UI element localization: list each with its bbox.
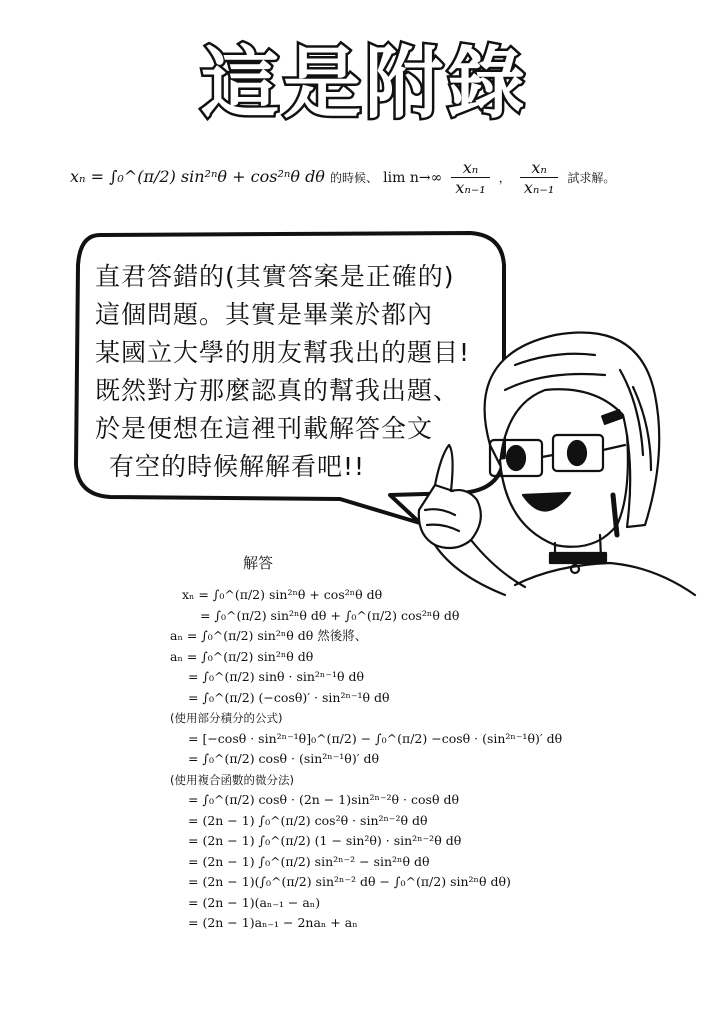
fraction-2 (520, 158, 558, 197)
fraction-1-numerator: xₙ (451, 158, 489, 178)
title-text: 這是附錄 (200, 39, 530, 129)
solution-line: = ∫₀^(π/2) sin²ⁿθ dθ + ∫₀^(π/2) cos²ⁿθ dθ (200, 607, 460, 623)
solution-line: aₙ = ∫₀^(π/2) sin²ⁿθ dθ 然後將、 (170, 628, 368, 643)
solution-line: = (2n − 1) ∫₀^(π/2) cos²θ · sin²ⁿ⁻²θ dθ (188, 812, 428, 828)
problem-statement (70, 158, 615, 197)
solution-line: = (2n − 1) ∫₀^(π/2) (1 − sin²θ) · sin²ⁿ⁻²θ dθ (188, 833, 462, 848)
bubble-line: 這個問題。其實是畢業於都內 (95, 300, 434, 329)
solution-line: = ∫₀^(π/2) (−cosθ)′ · sin²ⁿ⁻¹θ dθ (188, 689, 390, 705)
answer-heading: 解答 (243, 554, 274, 572)
solution-line: = (2n − 1)aₙ₋₁ − 2naₙ + aₙ (188, 915, 358, 930)
solution-line: = ∫₀^(π/2) cosθ · (2n − 1)sin²ⁿ⁻²θ · cosθ dθ (188, 792, 459, 807)
solution-line: aₙ = ∫₀^(π/2) sin²ⁿθ dθ (170, 648, 314, 664)
solution-line: = (2n − 1)(∫₀^(π/2) sin²ⁿ⁻² dθ − ∫₀^(π/2) sin²ⁿθ dθ) (188, 874, 511, 889)
solution-line: = [−cosθ · sin²ⁿ⁻¹θ]₀^(π/2) − ∫₀^(π/2) −cosθ · (sin²ⁿ⁻¹θ)′ dθ (188, 730, 563, 746)
problem-lhs: xₙ = ∫₀^(π/2) sin²ⁿθ + cos²ⁿθ dθ (70, 167, 325, 186)
bubble-line: 既然對方那麼認真的幫我出題、 (95, 376, 460, 405)
bubble-line: 直君答錯的(其實答案是正確的) (95, 262, 455, 291)
solution-line: = ∫₀^(π/2) sinθ · sin²ⁿ⁻¹θ dθ (188, 669, 364, 684)
fraction-2-numerator: xₙ (520, 158, 558, 178)
problem-lim: lim n→∞ (383, 170, 443, 186)
fraction-1-denominator: xₙ₋₁ (455, 178, 486, 197)
character-illustration (395, 295, 715, 600)
bubble-line: 某國立大學的朋友幫我出的題目! (95, 338, 471, 367)
problem-end-text: 試求解。 (567, 171, 616, 185)
bubble-line: 有空的時候解解看吧!! (109, 452, 366, 481)
solution-line: = (2n − 1)(aₙ₋₁ − aₙ) (188, 894, 321, 910)
solution-line: xₙ = ∫₀^(π/2) sin²ⁿθ + cos²ⁿθ dθ (182, 587, 383, 602)
solution-note: (使用部分積分的公式) (170, 711, 283, 725)
solution-line: = (2n − 1) ∫₀^(π/2) sin²ⁿ⁻² − sin²ⁿθ dθ (188, 853, 430, 869)
page-title (185, 32, 545, 132)
bubble-line: 於是便想在這裡刊載解答全文 (95, 414, 434, 443)
solution-line: = ∫₀^(π/2) cosθ · (sin²ⁿ⁻¹θ)′ dθ (188, 751, 380, 766)
fraction-2-denominator: xₙ₋₁ (523, 178, 555, 197)
fraction-1 (451, 158, 489, 197)
solution-note: (使用複合函數的微分法) (170, 772, 294, 787)
problem-mid-text: 的時候、 (330, 171, 379, 185)
solution-block (170, 585, 562, 934)
title-graphic (185, 32, 545, 132)
problem-separator: ， (498, 171, 511, 185)
